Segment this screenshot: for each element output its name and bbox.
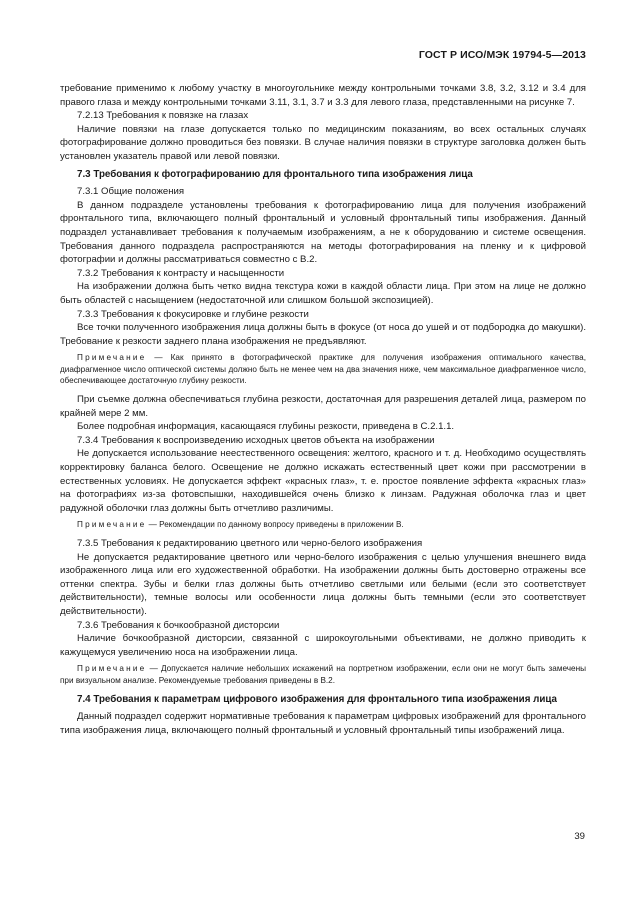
paragraph-depth-of-field-ref: Более подробная информация, касающаяся глубины резкости, приведена в С.2.1.1. <box>77 421 455 433</box>
paragraph-depth-of-field: При съемке должна обеспечиваться глубина резкости, достаточная для разрешения деталей лица, размером по крайней мере 2 мм. <box>60 394 586 419</box>
page-number: 39 <box>574 831 585 842</box>
subsection-title-7-3-1: 7.3.1 Общие положения <box>77 186 185 198</box>
paragraph-7-3-6: Наличие бочкообразной дисторсии, связанной с широкоугольными объективами, не должно приводить к кажущемуся увеличению носа на изображении лица. <box>60 633 586 658</box>
subsection-title-7-3-6: 7.3.6 Требования к бочкообразной дисторсии <box>77 619 280 631</box>
subsection-title-7-2-13: 7.2.13 Требования к повязке на глазах <box>77 110 249 122</box>
note-text: — Как принято в фотографической практике для получения изображения оптимального качества, диафрагменное число оптической системы должно быть не менее чем на два значения ниже, чем максимальное диафрагменное число, обеспечивающее достаточную глубину резкости. <box>60 353 586 386</box>
note-distortion <box>60 663 586 686</box>
note-text: — Рекомендации по данному вопросу приведены в приложении В. <box>146 520 404 530</box>
subsection-title-7-3-2: 7.3.2 Требования к контрасту и насыщенности <box>77 267 285 279</box>
subsection-title-7-3-4: 7.3.4 Требования к воспроизведению исходных цветов объекта на изображении <box>77 434 435 446</box>
note-label: Примечание <box>77 664 147 674</box>
paragraph-7-3-3: Все точки полученного изображения лица должны быть в фокусе (от носа до ушей и от подбородка до макушки). Требование к резкости заднего плана изображения не предъявляют. <box>60 322 586 347</box>
paragraph-continuation: требование применимо к любому участку в многоугольнике между контрольными точками 3.8, 3.2, 3.12 и 3.4 для правого глаза и между контрольными точками 3.11, 3.1, 3.7 и 3.3 для левого глаза, представленными на рисунке 7. <box>60 83 586 108</box>
paragraph-7-4: Данный подраздел содержит нормативные требования к параметрам цифровых изображений для фронтального типа изображения лица, включающего полный фронтальный и условный фронтальный типы изображений лица. <box>60 711 586 736</box>
document-body <box>60 82 586 737</box>
paragraph-7-3-4: Не допускается использование неестественного освещения: желтого, красного и т. д. Необходимо осуществлять корректировку баланса белого. Освещение не должно искажать естественный цвет кожи при рассмотрении в естественных условиях. Не допускается эффект «красных глаз», т. е. простое появление эффекта «красных глаз» на фотографиях из-за фотовспышки, находившейся очень близко к линзам. Радужная оболочка глаз и цвет радужной оболочки глаз должны быть отчетливо различимы. <box>60 448 586 514</box>
subsection-title-7-3-5: 7.3.5 Требования к редактированию цветного или черно-белого изображения <box>77 538 423 549</box>
note-label: Примечание <box>77 353 147 363</box>
paragraph-7-3-5: Не допускается редактирование цветного или черно-белого изображения с целью улучшения внешнего вида изображенного лица или его художественной обработки. На изображении должны быть достоверно отражены все оттенки спектра. Зубы и белки глаз должны быть отчетливо светлыми или белыми (если это соответствует действительности), темные волосы или особенности лица должны быть темными (если это соответствует действительности). <box>60 551 586 617</box>
paragraph-7-3-1: В данном подразделе установлены требования к фотографированию лица для получения изображений фронтального типа, включающего полный фронтальный и условный фронтальный типы изображения. Данный подраздел устанавливает требования к получаемым изображениям, а не к оборудованию и системе освещения. Требования данного подраздела распространяются на методы фотографирования на пленку и к цифровой фотографии и должны рассматриваться совместно с В.2. <box>60 199 586 266</box>
note-text: — Допускается наличие небольших искажений на портретном изображении, если они не могут быть замечены при визуальном анализе. Рекомендуемые требования приведены в В.2. <box>60 664 586 685</box>
section-heading-7-3: 7.3 Требования к фотографированию для фронтального типа изображения лица <box>77 168 473 180</box>
section-heading-7-4: 7.4 Требования к параметрам цифрового изображения для фронтального типа изображения лица <box>77 693 557 705</box>
note-label: Примечание <box>77 520 147 530</box>
paragraph-7-2-13: Наличие повязки на глазе допускается только по медицинским показаниям, во всех остальных случаях фотографирование должно проводиться без повязки. В случае наличия повязки в структуре заголовка должен быть установлен указатель правой или левой повязки. <box>60 123 586 162</box>
paragraph-7-3-2: На изображении должна быть четко видна текстура кожи в каждой области лица. При этом на лице не должно быть областей с насыщением (недостаточной или слишком большой экспозицией). <box>60 281 586 306</box>
note-recommendations <box>60 519 586 531</box>
document-standard-header: ГОСТ Р ИСО/МЭК 19794-5—2013 <box>418 49 586 61</box>
note-aperture <box>60 352 586 387</box>
subsection-title-7-3-3: 7.3.3 Требования к фокусировке и глубине резкости <box>77 308 309 320</box>
